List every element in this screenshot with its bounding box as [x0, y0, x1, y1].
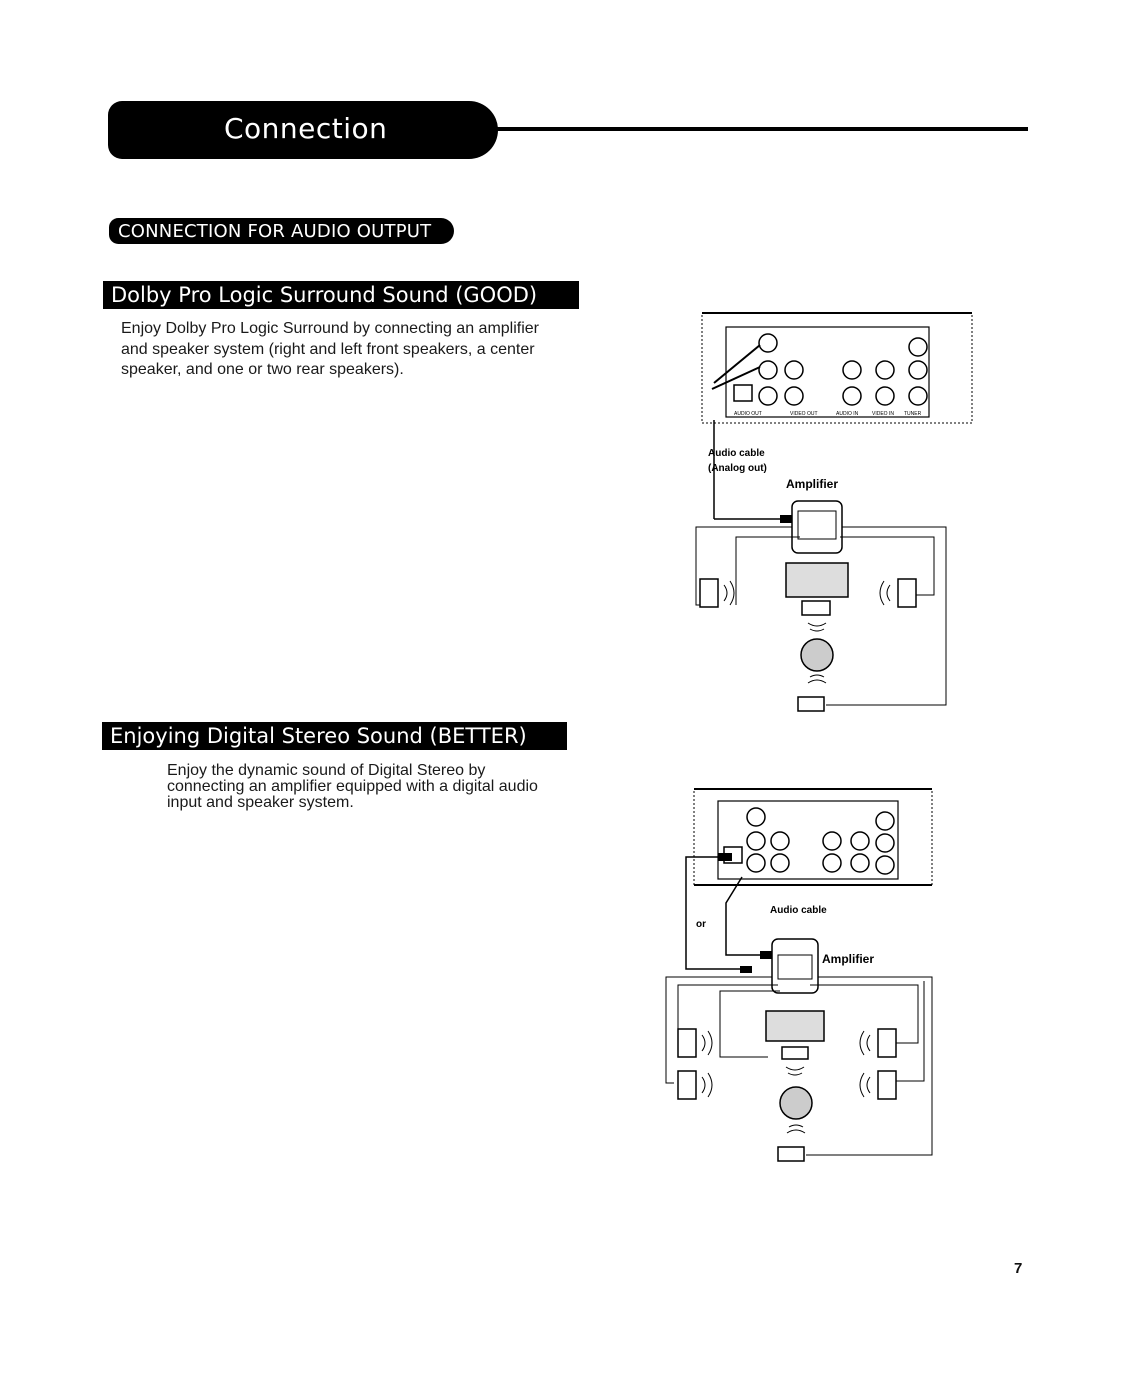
rear-speaker-icon — [798, 697, 824, 711]
analog-out-label: (Analog out) — [708, 463, 767, 474]
header-rule — [490, 127, 1028, 131]
speaker-front-right-icon — [898, 579, 916, 607]
panel-label: AUDIO OUT — [734, 411, 762, 417]
panel-label: AUDIO IN — [836, 411, 859, 417]
section-title: CONNECTION FOR AUDIO OUTPUT — [118, 221, 432, 242]
digital-heading: Enjoying Digital Stereo Sound (BETTER) — [102, 722, 567, 750]
audio-cable-label: Audio cable — [708, 448, 765, 459]
rear-speaker-icon — [778, 1147, 804, 1161]
speaker-front-right-icon — [878, 1029, 896, 1057]
center-speaker-icon — [802, 601, 830, 615]
player-back-panel — [702, 313, 972, 423]
audio-cable-label: Audio cable — [770, 905, 827, 916]
tv-icon — [786, 563, 848, 597]
listener-icon — [780, 1087, 812, 1119]
center-speaker-icon — [782, 1047, 808, 1059]
page-title: Connection — [224, 112, 388, 145]
amplifier-label: Amplifier — [822, 952, 875, 966]
speaker-front-left-icon — [700, 579, 718, 607]
digital-connection-diagram — [660, 785, 950, 1185]
panel-label: VIDEO OUT — [790, 411, 818, 417]
panel-label: VIDEO IN — [872, 411, 894, 417]
speaker-front-left-icon — [678, 1029, 696, 1057]
or-label: or — [696, 919, 706, 930]
listener-icon — [801, 639, 833, 671]
dolby-description: Enjoy Dolby Pro Logic Surround by connecting an amplifier and speaker system (right and left front speakers, a center speaker, and one or two rear speakers). — [121, 320, 540, 378]
panel-label: TUNER — [904, 411, 922, 417]
speaker-rear-right-icon — [878, 1071, 896, 1099]
page-number: 7 — [1014, 1260, 1023, 1277]
tv-icon — [766, 1011, 824, 1041]
speaker-rear-left-icon — [678, 1071, 696, 1099]
dolby-heading: Dolby Pro Logic Surround Sound (GOOD) — [103, 281, 579, 309]
amplifier-label: Amplifier — [786, 477, 839, 491]
player-back-panel — [694, 789, 932, 885]
dolby-connection-diagram — [690, 305, 990, 725]
digital-description: Enjoy the dynamic sound of Digital Stereo by connecting an amplifier equipped with a digital audio input and speaker system. — [167, 762, 538, 811]
amplifier-icon — [792, 501, 842, 553]
